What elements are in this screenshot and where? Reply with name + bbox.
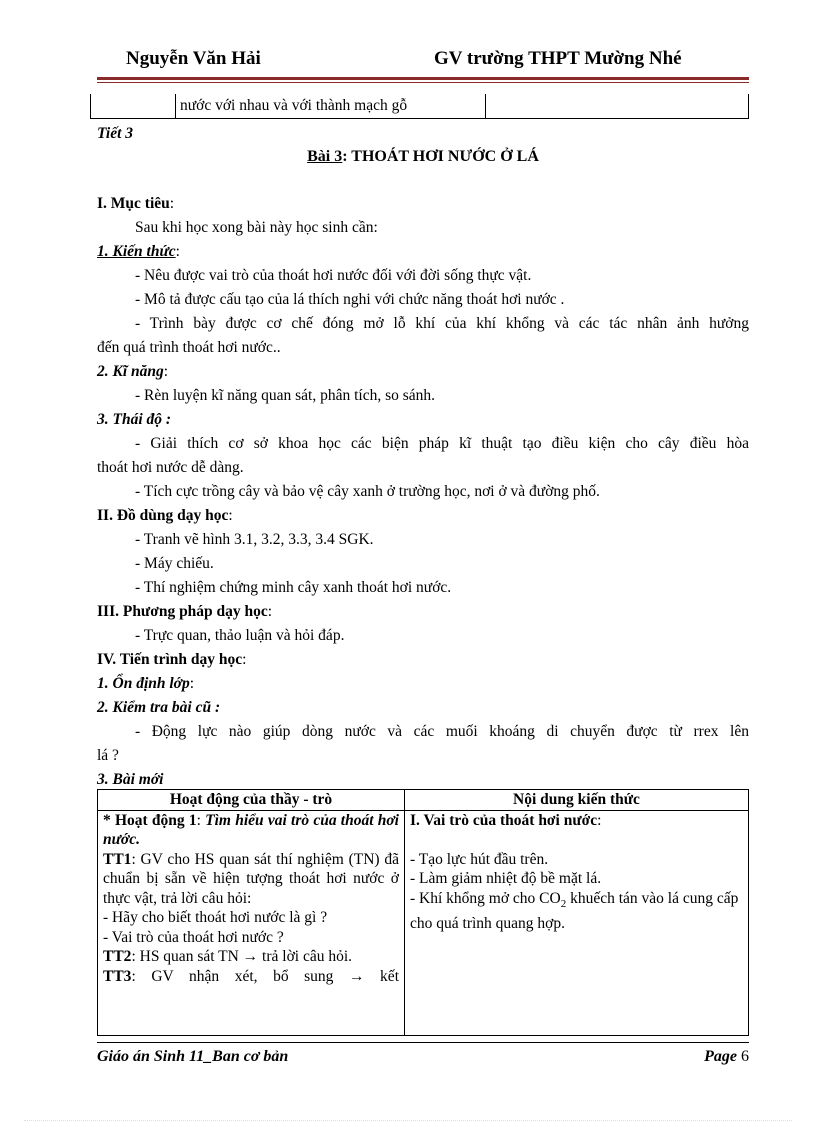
- knowledge-item-cont: đến quá trình thoát hơi nước..: [97, 339, 281, 356]
- activities-cell: [98, 810, 405, 1035]
- activity-table: [97, 789, 749, 1036]
- content-bullet: - Làm giảm nhiệt độ bề mặt lá.: [410, 870, 602, 887]
- lesson-name: : THOÁT HƠI NƯỚC Ở LÁ: [342, 148, 539, 165]
- question-item: - Vai trò của thoát hơi nước ?: [103, 928, 284, 946]
- materials-item: - Máy chiếu.: [135, 555, 214, 572]
- col-header-activities: Hoạt động của thầy - trò: [98, 790, 405, 811]
- prev-cell-2: nước với nhau và với thành mạch gỗ: [176, 94, 486, 119]
- prev-cell-3: [486, 94, 749, 119]
- attitude-item: - Tích cực trồng cây và bảo vệ cây xanh ở trường học, nơi ở và đường phố.: [135, 483, 600, 500]
- attitude-item-cont: thoát hơi nước dễ dàng.: [97, 459, 244, 476]
- header-author: Nguyễn Văn Hải: [126, 48, 261, 69]
- footer-title: Giáo án Sinh 11_Ban cơ bản: [97, 1048, 289, 1065]
- materials-item: - Tranh vẽ hình 3.1, 3.2, 3.3, 3.4 SGK.: [135, 531, 374, 548]
- tt2-paragraph: TT2: HS quan sát TN → trả lời câu hỏi.: [103, 948, 353, 965]
- footer-page: Page 6: [704, 1048, 749, 1065]
- lesson-title: [0, 146, 816, 168]
- knowledge-item: - Trình bày được cơ chế đóng mở lỗ khí của khí khổng và các tác nhân ảnh hưởng: [135, 315, 749, 332]
- materials-item: - Thí nghiệm chứng minh cây xanh thoát hơi nước.: [135, 579, 452, 596]
- knowledge-item: - Nêu được vai trò của thoát hơi nước đối với đời sống thực vật.: [135, 267, 532, 284]
- header-rule-thin: [97, 82, 749, 83]
- step-3-heading: 3. Bài mới: [97, 771, 164, 788]
- tt3-paragraph: TT3: GV nhận xét, bổ sung → kết: [103, 967, 399, 985]
- header-rule: [97, 77, 749, 80]
- period-label: Tiết 3: [97, 125, 134, 142]
- content-heading: I. Vai trò của thoát hơi nước:: [410, 811, 602, 829]
- section-1-heading: I. Mục tiêu:: [97, 195, 175, 212]
- step-1-heading: 1. Ổn định lớp:: [97, 675, 195, 692]
- knowledge-item: - Mô tả được cấu tạo của lá thích nghi với chức năng thoát hơi nước .: [135, 291, 565, 308]
- section-3-heading: III. Phương pháp dạy học:: [97, 603, 273, 620]
- section-1-intro: Sau khi học xong bài này học sinh cần:: [135, 219, 378, 236]
- tt1-paragraph: TT1: GV cho HS quan sát thí nghiệm (TN) đã chuẩn bị sẵn về hiện tượng thoát hơi nước ở thực vật, trả lời câu hỏi:: [103, 850, 399, 907]
- attitude-item: - Giải thích cơ sở khoa học các biện pháp kĩ thuật tạo điều kiện cho cây điều hòa: [135, 435, 749, 452]
- lesson-number: Bài 3: [307, 148, 343, 165]
- question-item: - Hãy cho biết thoát hơi nước là gì ?: [103, 909, 328, 926]
- col-header-content: Nội dung kiến thức: [405, 790, 749, 811]
- activity-1-title: * Hoạt động 1: Tìm hiểu vai trò của thoát hơi nước.: [103, 811, 399, 848]
- skills-heading: 2. Kĩ năng:: [97, 363, 169, 380]
- content-cell: [405, 810, 749, 1035]
- content-bullet: - Khí khổng mở cho $CO_2$ khuếch tán vào lá cung cấp cho quá trình quang hợp.: [410, 889, 739, 933]
- section-2-heading: II. Đồ dùng dạy học:: [97, 507, 233, 524]
- previous-table-tail: [90, 94, 749, 119]
- review-question: - Động lực nào giúp dòng nước và các muối khoáng di chuyển được từ rrex lên: [135, 723, 749, 740]
- methods-item: - Trực quan, thảo luận và hỏi đáp.: [135, 627, 345, 644]
- step-2-heading: 2. Kiểm tra bài cũ :: [97, 699, 221, 716]
- header-school: GV trường THPT Mường Nhé: [434, 48, 682, 69]
- prev-cell-1: [91, 94, 176, 119]
- attitude-heading: 3. Thái độ :: [97, 411, 172, 428]
- page-edge: [24, 1120, 792, 1121]
- content-bullet: - Tạo lực hút đầu trên.: [410, 850, 549, 868]
- knowledge-heading: 1. Kiến thức:: [97, 243, 180, 260]
- review-question-cont: lá ?: [97, 747, 119, 764]
- footer-rule: [97, 1042, 749, 1043]
- section-4-heading: IV. Tiến trình dạy học:: [97, 651, 247, 668]
- skills-item: - Rèn luyện kĩ năng quan sát, phân tích, so sánh.: [135, 387, 436, 404]
